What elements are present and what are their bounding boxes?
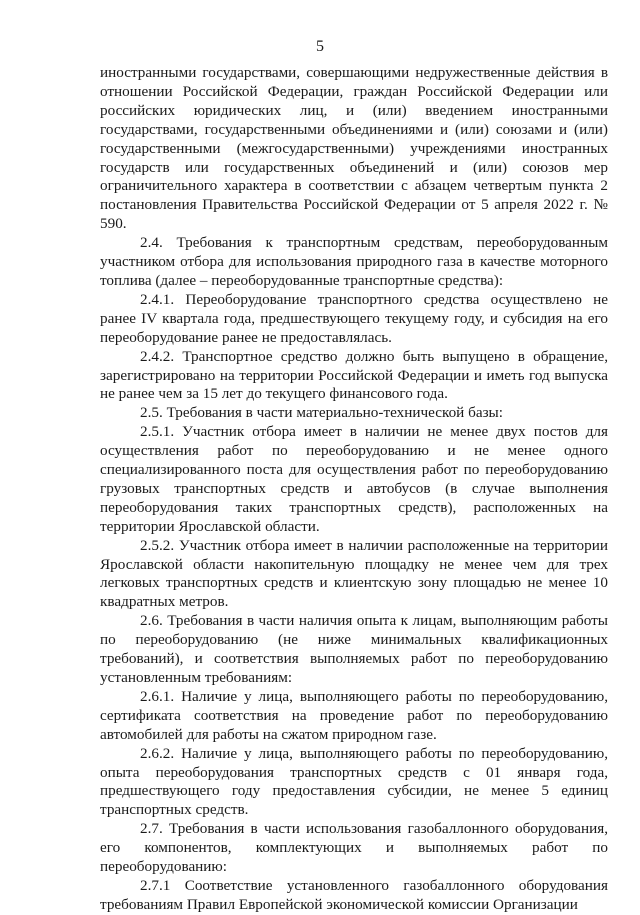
document-body — [100, 64, 608, 915]
paragraph-2-5: 2.5. Требования в части материально-технической базы: — [140, 404, 503, 422]
paragraph-2-6: 2.6. Требования в части наличия опыта к лицам, выполняющим работы по переоборудованию (не ниже минимальных квалификационных требований), и соответствия выполняемых работ по переоборудованию установленным требованиям: — [100, 612, 608, 686]
paragraph-2-7-1: 2.7.1 Соответствие установленного газобаллонного оборудования требованиям Правил Европейской экономической комиссии Организации — [100, 876, 608, 913]
paragraph-2-4-2: 2.4.2. Транспортное средство должно быть выпущено в обращение, зарегистрировано на территории Российской Федерации и иметь год выпуска не ранее чем за 15 лет до текущего финансового года. — [100, 347, 608, 403]
paragraph-2-5-2: 2.5.2. Участник отбора имеет в наличии расположенные на территории Ярославской области накопительную площадку не менее чем для трех легковых транспортных средств и клиентскую зону площадью не менее 10 квадратных метров. — [100, 536, 608, 611]
paragraph-2-7: 2.7. Требования в части использования газобаллонного оборудования, его компонентов, комплектующих и выполняемых работ по переоборудованию: — [100, 820, 608, 876]
paragraph-2-5-1: 2.5.1. Участник отбора имеет в наличии не менее двух постов для осуществления работ по переоборудованию и не менее одного специализированного поста для осуществления работ по переоборудованию грузовых транспортных средств и автобусов (в случае выполнения переоборудования таких транспортных средств), расположенных на территории Ярославской области. — [100, 423, 608, 535]
paragraph-2-4: 2.4. Требования к транспортным средствам, переоборудованным участником отбора для использования природного газа в качестве моторного топлива (далее – переоборудованные транспортные средства): — [100, 234, 608, 289]
paragraph-2-6-1: 2.6.1. Наличие у лица, выполняющего работы по переоборудованию, сертификата соответствия на проведение работ по переоборудованию автомобилей для работы на сжатом природном газе. — [100, 687, 608, 743]
page-number: 5 — [316, 38, 324, 55]
paragraph-2-6-2: 2.6.2. Наличие у лица, выполняющего работы по переоборудованию, опыта переоборудования транспортных средств с 01 января года, предшествующего году предоставления субсидии, не менее 5 единиц транспортных средств. — [100, 744, 608, 819]
paragraph-2-4-1: 2.4.1. Переоборудование транспортного средства осуществлено не ранее IV квартала года, предшествующего текущему году, и субсидия на его переоборудование ранее не предоставлялась. — [100, 290, 608, 346]
paragraph-continuation: иностранными государствами, совершающими недружественные действия в отношении Российской Федерации, граждан Российской Федерации или российских юридических лиц, и (или) введением иностранными государствами, государственными объединениями и (или) союзами и (или) государственными (межгосударственными) учреждениями иностранных государств или государственных объединений и (или) союзов мер ограничительного характера в соответствии с абзацем четвертым пункта 2 постановления Правительства Российской Федерации от 5 апреля 2022 г. № 590. — [100, 64, 608, 233]
